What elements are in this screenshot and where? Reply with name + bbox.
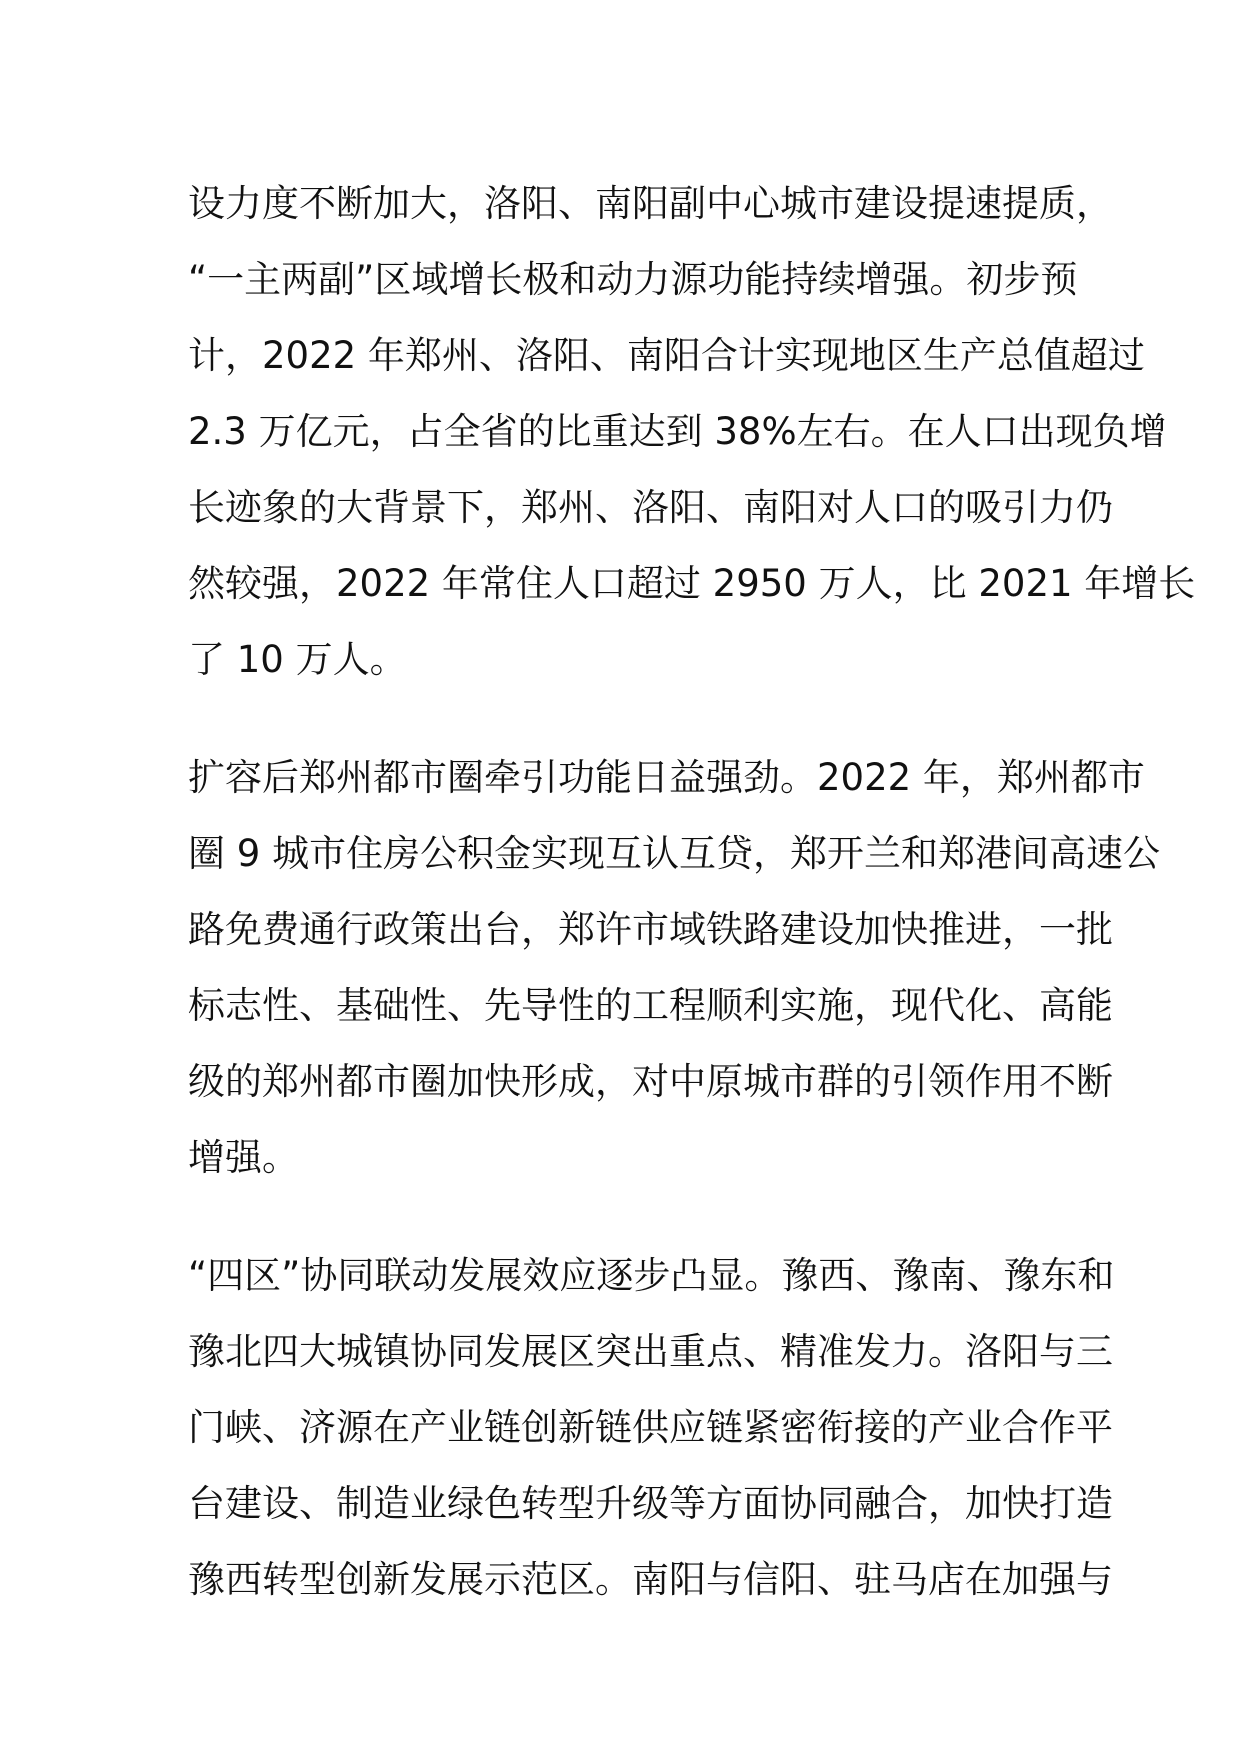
paragraph-1	[188, 166, 1196, 698]
paragraph-2	[188, 740, 1161, 1196]
text-line: 标志性、基础性、先导性的工程顺利实施，现代化、高能	[188, 984, 1113, 1027]
text-line: 豫北四大城镇协同发展区突出重点、精准发力。洛阳与三	[188, 1330, 1113, 1373]
document-body	[188, 166, 1196, 1618]
text-line: 级的郑州都市圈加快形成，对中原城市群的引领作用不断	[188, 1060, 1113, 1103]
text-line: 计，2022 年郑州、洛阳、南阳合计实现地区生产总值超过	[188, 334, 1145, 377]
text-line: “四区”协同联动发展效应逐步凸显。豫西、豫南、豫东和	[188, 1254, 1115, 1297]
text-line: 台建设、制造业绿色转型升级等方面协同融合，加快打造	[188, 1482, 1113, 1525]
text-line: 然较强，2022 年常住人口超过 2950 万人，比 2021 年增长	[188, 562, 1196, 605]
text-line: 圈 9 城市住房公积金实现互认互贷，郑开兰和郑港间高速公	[188, 832, 1161, 875]
text-line: 门峡、济源在产业链创新链供应链紧密衔接的产业合作平	[188, 1406, 1113, 1449]
text-line: 增强。	[188, 1136, 299, 1179]
text-line: “一主两副”区域增长极和动力源功能持续增强。初步预	[188, 258, 1078, 301]
text-line: 扩容后郑州都市圈牵引功能日益强劲。2022 年，郑州都市	[188, 756, 1145, 799]
text-line: 设力度不断加大，洛阳、南阳副中心城市建设提速提质，	[188, 182, 1113, 225]
text-line: 豫西转型创新发展示范区。南阳与信阳、驻马店在加强与	[188, 1558, 1113, 1601]
text-line: 2.3 万亿元，占全省的比重达到 38%左右。在人口出现负增	[188, 410, 1167, 453]
text-line: 路免费通行政策出台，郑许市域铁路建设加快推进，一批	[188, 908, 1113, 951]
paragraph-3	[188, 1238, 1115, 1618]
text-line: 长迹象的大背景下，郑州、洛阳、南阳对人口的吸引力仍	[188, 486, 1113, 529]
text-line: 了 10 万人。	[188, 638, 407, 681]
